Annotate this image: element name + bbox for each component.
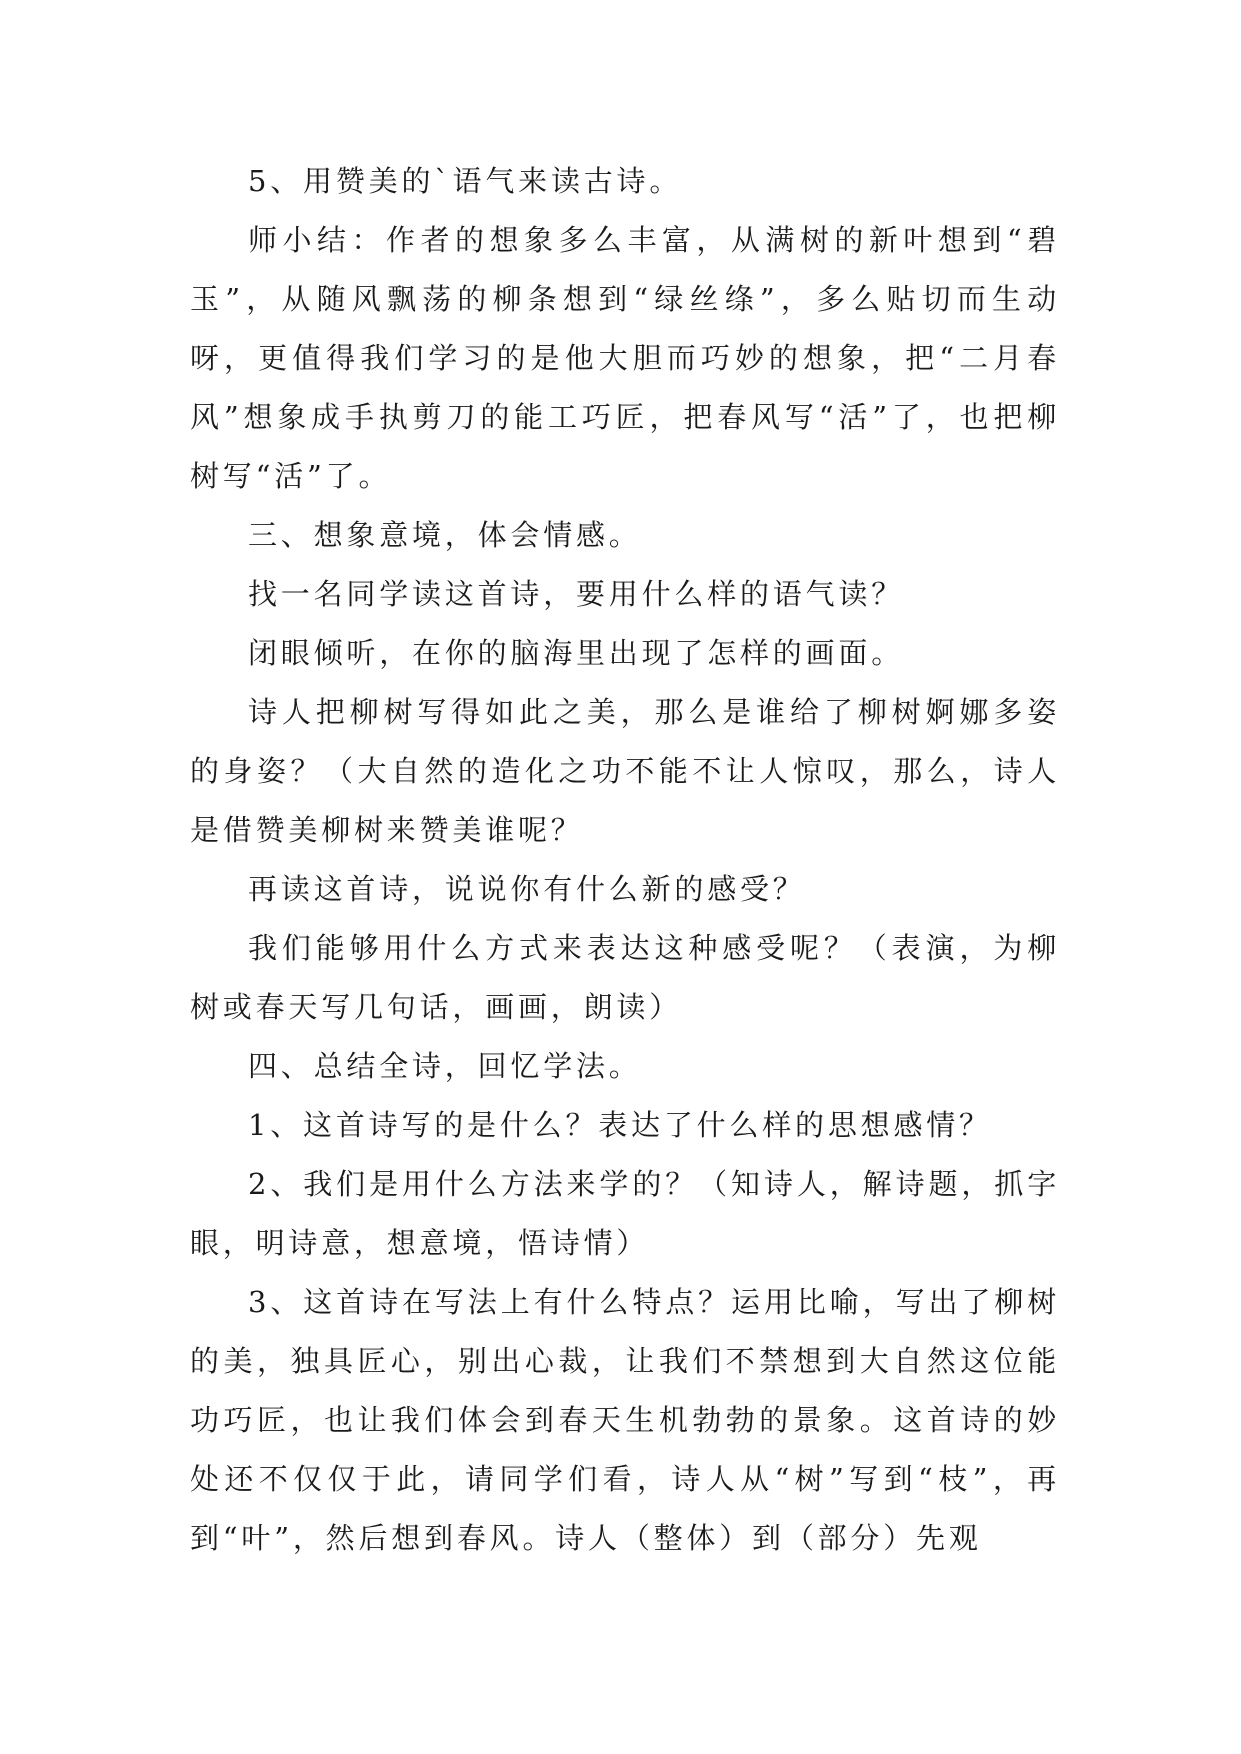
- paragraph-close-eyes: 闭眼倾听，在你的脑海里出现了怎样的画面。: [248, 636, 905, 670]
- paragraph-teacher-summary: 师小结：作者的想象多么丰富，从满树的新叶想到“碧玉”，从随风飘荡的柳条想到“绿丝绦”，多么贴切而生动呀，更值得我们学习的是他大胆而巧妙的想象，把“二月春风”想象成手执剪刀的能工巧匠，把春风写“活”了，也把柳树写“活”了。: [190, 223, 1060, 493]
- paragraph-find-student: 找一名同学读这首诗，要用什么样的语气读？: [248, 577, 905, 611]
- section-heading-summary: 四、总结全诗，回忆学法。: [248, 1049, 642, 1083]
- section-heading-imagine: 三、想象意境，体会情感。: [248, 518, 642, 552]
- paragraph-step-5: 5、用赞美的`语气来读古诗。: [248, 164, 683, 198]
- paragraph-question-2: 2、我们是用什么方法来学的？（知诗人，解诗题，抓字眼，明诗意，想意境，悟诗情）: [190, 1167, 1060, 1260]
- paragraph-poet-willow: 诗人把柳树写得如此之美，那么是谁给了柳树婀娜多姿的身姿？（大自然的造化之功不能不让人惊叹，那么，诗人是借赞美柳树来赞美谁呢？: [190, 695, 1060, 847]
- paragraph-express: 我们能够用什么方式来表达这种感受呢？（表演，为柳树或春天写几句话，画画，朗读）: [190, 931, 1060, 1024]
- paragraph-question-1: 1、这首诗写的是什么？表达了什么样的思想感情？: [248, 1108, 992, 1142]
- document-body: [190, 152, 1060, 1568]
- paragraph-question-3: 3、这首诗在写法上有什么特点？运用比喻，写出了柳树的美，独具匠心，别出心裁，让我们不禁想到大自然这位能功巧匠，也让我们体会到春天生机勃勃的景象。这首诗的妙处还不仅仅于此，请同学们看，诗人从“树”写到“枝”，再到“叶”，然后想到春风。诗人（整体）到（部分）先观: [190, 1285, 1060, 1555]
- paragraph-read-again: 再读这首诗，说说你有什么新的感受？: [248, 872, 806, 906]
